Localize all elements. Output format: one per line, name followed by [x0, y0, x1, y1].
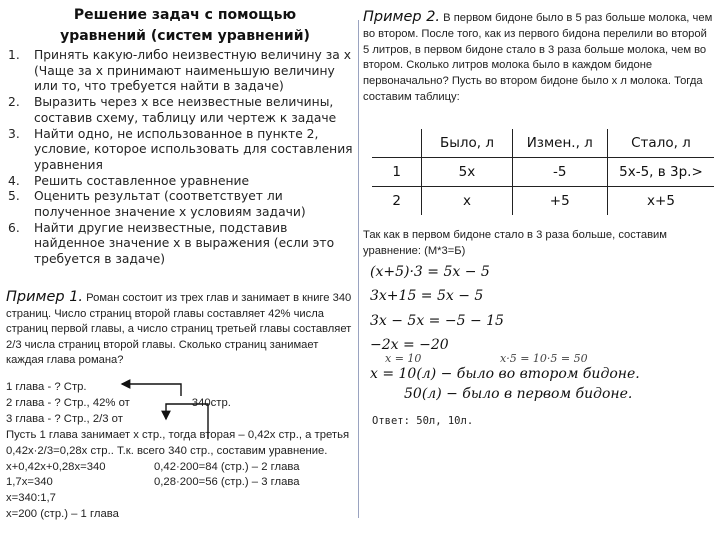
- step-text: Принять какую-либо неизвестную величину за х (Чаще за х принимают наименьшую величину или то, что требуется найти в задаче): [34, 48, 351, 94]
- example1-label: Пример 1.: [6, 289, 84, 305]
- equation-line: x = 10: [385, 352, 422, 365]
- step-number: 6.: [8, 220, 20, 235]
- step-number: 3.: [8, 126, 20, 141]
- example2-problem: [363, 10, 715, 106]
- equation-line: 3x+15 = 5x − 5: [370, 288, 484, 304]
- table-row: [372, 187, 714, 216]
- scheme-line-3: 3 глава - ? Стр., 2/3 от: [6, 412, 123, 425]
- answer-text: Ответ: 50л, 10л.: [372, 415, 474, 427]
- step-text: Найти одно, не использованное в пункте 2, условие, которое использовать для составления уравнения: [34, 126, 353, 172]
- table-cell: 5х: [422, 158, 512, 187]
- calc-row: х=340:1,7: [6, 492, 56, 505]
- step-number: 5.: [8, 189, 20, 204]
- scheme-line-1: 1 глава - ? Стр.: [6, 381, 87, 393]
- equation-intro: Так как в первом бидоне стало в 3 раза больше, составим уравнение: (М*3=Б): [363, 229, 667, 257]
- table-cell: 5х-5, в 3р.>: [607, 158, 714, 187]
- scheme-line-2: 2 глава - ? Стр., 42% от 340стр.: [6, 396, 231, 409]
- example2-label: Пример 2.: [363, 9, 441, 25]
- scheme-total: 340стр.: [191, 396, 231, 409]
- step-text: Решить составленное уравнение: [34, 173, 250, 188]
- equation-line: 3x − 5x = −5 − 15: [370, 313, 504, 329]
- step-text: Найти другие неизвестные, подставив найденное значение х в выражения (если это требуется в задаче): [34, 220, 335, 267]
- step-text: Оценить результат (соответствует ли полученное значение х условиям задачи): [34, 189, 306, 220]
- table-header-cell: [372, 129, 422, 158]
- table-row: [372, 158, 714, 187]
- equation-line: −2x = −20: [370, 337, 449, 353]
- equation-line: x = 10(л) − было во втором бидоне.: [370, 366, 640, 382]
- calc-row: х+0,42х+0,28х=340 0,42·200=84 (стр.) – 2 глава: [6, 460, 300, 473]
- step-number: 4.: [8, 173, 20, 188]
- equation-line: (x+5)·3 = 5x − 5: [370, 264, 490, 280]
- table-cell: 1: [372, 158, 422, 187]
- table-cell: х: [422, 187, 512, 216]
- example2-text: В первом бидоне было в 5 раз больше молока, чем во втором. После того, как из первого бидона перелили во второй 5 литров, в первом бидоне стало в 3 раза больше молока, чем во втором. Сколько литров молока было в каждом бидоне первоначально? Пусть во втором бидоне было х л молока. Тогда составим таблицу:: [363, 12, 713, 103]
- table-header-cell: Стало, л: [607, 129, 714, 158]
- column-divider: [358, 20, 359, 518]
- table-cell: +5: [512, 187, 607, 216]
- step-number: 2.: [8, 95, 20, 110]
- calc-row: х=200 (стр.) – 1 глава: [6, 508, 119, 521]
- calc-row: 1,7х=340 0,28·200=56 (стр.) – 3 глава: [6, 476, 300, 489]
- table-cell: х+5: [647, 193, 675, 209]
- equation-line: x·5 = 10·5 = 50: [500, 352, 588, 365]
- table-header-row: [372, 129, 714, 158]
- step-text: Выразить через х все неизвестные величины, составив схему, таблицу или чертеж к задаче: [34, 95, 337, 125]
- solution-text: Пусть 1 глава занимает х стр., тогда вторая – 0,42х стр., а третья 0,42х·2/3=0,28х стр.. Т.к. всего 340 стр., составим уравнение.: [6, 428, 350, 457]
- table-cell: 2: [372, 187, 422, 216]
- arrow-to-chapter-1: [122, 384, 181, 396]
- step-number: 1.: [8, 48, 20, 62]
- table-cell: -5: [512, 158, 607, 187]
- milk-table: [372, 129, 714, 215]
- table-header-cell: Было, л: [422, 129, 512, 158]
- equation-line: 50(л) − было в первом бидоне.: [404, 386, 633, 402]
- table-header-cell: Измен., л: [512, 129, 607, 158]
- page-title: Решение задач с помощью уравнений (систем уравнений): [60, 7, 310, 44]
- example1-text: Роман состоит из трех глав и занимает в книге 340 страниц. Число страниц второй главы составляет 42% числа страниц первой главы, а число страниц третьей главы составляет 2/3 числа страниц второй главы. Сколько страниц занимает каждая глава романа?: [6, 292, 352, 367]
- arrow-to-chapter-2: [166, 404, 208, 439]
